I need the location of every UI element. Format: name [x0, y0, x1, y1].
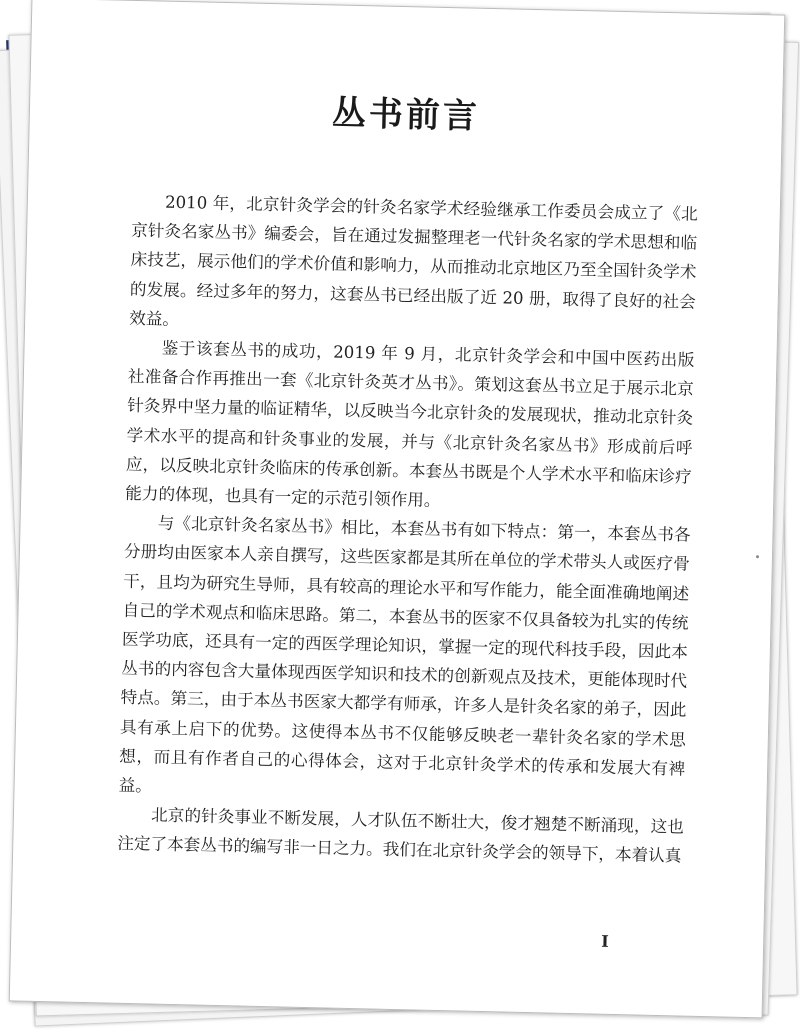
- page-number: I: [601, 931, 609, 951]
- page-mark: [756, 555, 759, 558]
- page-body: [117, 187, 698, 871]
- paragraph: 与《北京针灸名家丛书》相比，本套丛书有如下特点：第一，本套丛书各分册均由医家本人亲自撰写，这些医家都是其所在单位的学术带头人或医疗骨干，且均为研究生导师，具有较高的理论水平和写作能力，能全面准确地阐述自己的学术观点和临床思路。第二，本套丛书的医家不仅具备较为扎实的传统医学功底，还具有一定的西医学理论知识，掌握一定的现代科技手段，因此本丛书的内容包含大量体现西医学知识和技术的创新观点及技术，更能体现时代特点。第三，由于本丛书医家大都学有师承，许多人是针灸名家的弟子，因此具有承上启下的优势。这使得本丛书不仅能够反映老一辈针灸名家的学术思想，而且有作者自己的心得体会，这对于北京针灸学术的传承和发展大有裨益。: [118, 513, 691, 796]
- paragraph: 2010 年，北京针灸学会的针灸名家学术经验继承工作委员会成立了《北京针灸名家丛书》编委会，旨在通过发掘整理老一代针灸名家的学术思想和临床技艺，展示他们的学术价值和影响力，从而推动北京地区乃至全国针灸学术的发展。经过多年的努力，这套丛书已经出版了近 20 册，取得了良好的社会效益。: [129, 192, 698, 329]
- page-title: 丛书前言: [331, 93, 481, 137]
- paragraph: 北京的针灸事业不断发展，人才队伍不断壮大，俊才翘楚不断涌现，这也注定了本套丛书的编写非一日之力。我们在北京针灸学会的领导下，本着认真: [117, 805, 685, 867]
- paragraph: 鉴于该套丛书的成功，2019 年 9 月，北京针灸学会和中国中医药出版社准备合作再推出一套《北京针灸英才丛书》。策划这套丛书立足于展示北京针灸界中坚力量的临证精华，以反映当今北京针灸的发展现状，推动北京针灸学术水平的提高和针灸事业的发展，并与《北京针灸名家丛书》形成前后呼应，以反映北京针灸临床的传承创新。本套丛书既是个人学术水平和临床诊疗能力的体现，也具有一定的示范引领作用。: [125, 338, 695, 511]
- document-page: [9, 0, 786, 1018]
